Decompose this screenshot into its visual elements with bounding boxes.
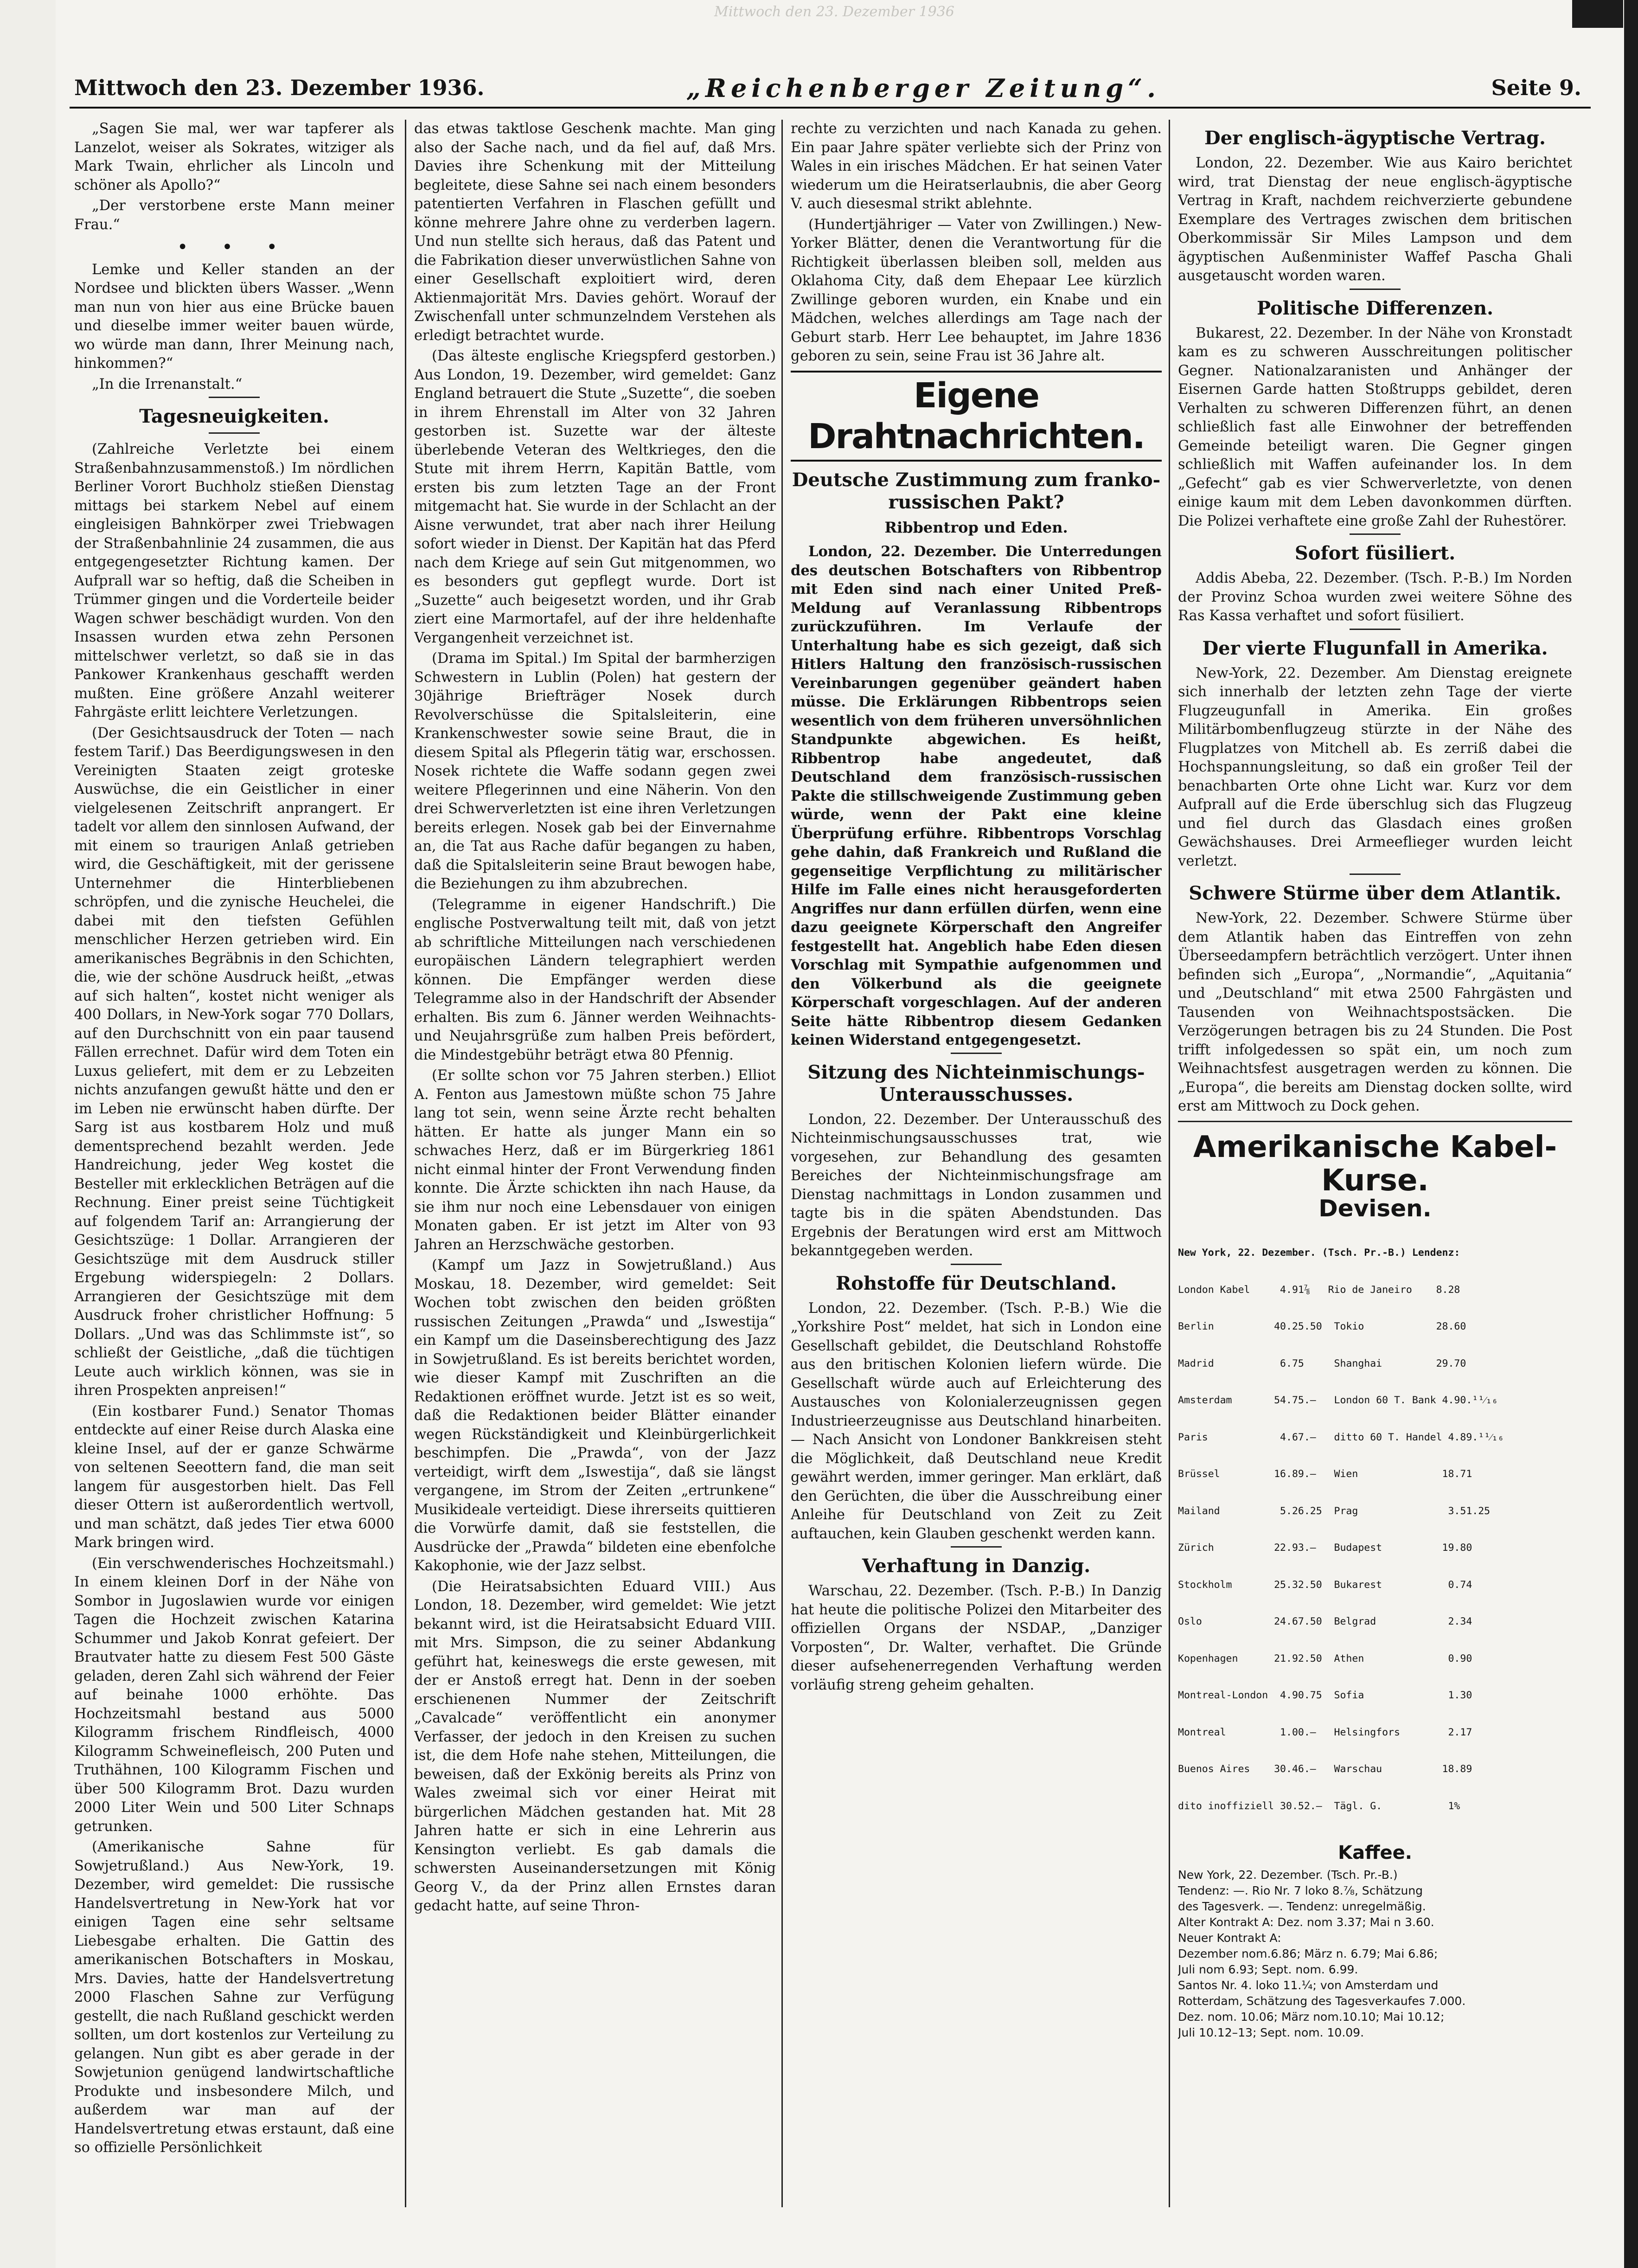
news-item: rechte zu verzichten und nach Kanada zu gehen. Ein paar Jahre später verliebte sich der Prinz von Wales in ein irisches Mädchen. Er hat seinen Vater wiederum um die Heiratserlaubnis, die aber Georg V. auch diesesmal strikt ablehnte. — [791, 121, 1162, 212]
exchange-row: Amsterdam 54.75.— London 60 T. Bank 4.90.¹¹⁄₁₆ — [1178, 1394, 1498, 1406]
issue-date: Mittwoch den 23. Dezember 1936. — [74, 75, 485, 100]
coffee-quotes — [1178, 1867, 1572, 2041]
coffee-line: Juli nom 6.93; Sept. nom. 6.99. — [1178, 1962, 1358, 1976]
section-heading-tagesneuigkeiten: Tagesneuigkeiten. — [139, 405, 329, 427]
exchange-row: Oslo 24.67.50 Belgrad 2.34 — [1178, 1616, 1472, 1627]
headline: Der vierte Flugunfall in Amerika. — [1202, 637, 1548, 659]
column-rule — [405, 120, 406, 2207]
coffee-line: Juli 10.12–13; Sept. nom. 10.09. — [1178, 2025, 1364, 2039]
news-item: (Ein verschwenderisches Hochzeitsmahl.) In einem kleinen Dorf in der Nähe von Sombor in Jugoslawien wurde vor einigen Tagen die Hochzeit zwischen Katarina Schummer und Jakob Konrat gefeiert. Der Brautvater hatte zu diesem Fest 500 Gäste geladen, deren Zahl sich während der Feier auf beinahe 1000 erhöhte. Das Hochzeitsmahl bestand aus 5000 Kilogramm frischem Rindfleisch, 4000 Kilogramm Schweinefleisch, 200 Puten und Truthähnen, 100 Kilogramm Fischen und über 500 Kilogramm Brot. Dazu wurden 2000 Liter Wein und 500 Liter Schnaps getrunken. — [74, 1555, 394, 1835]
news-item: London, 22. Dezember. Die Unterredungen des deutschen Botschafters von Ribbentrop mit Eden sind nach einer United Preß-Meldung auf Veranlassung Ribbentrops zurückzuführen. Im Verlaufe der Unterhaltung habe es sich gezeigt, daß sich Hitlers Haltung den französisch-russischen Vereinbarungen gegenüber geändert haben müsse. Die Erklärungen Ribbentrops seien wesentlich von dem früheren unversöhnlichen Standpunkte abgewichen. Es heißt, Ribbentrop habe angedeutet, daß Deutschland dem französisch-russischen Pakte die stillschweigende Zustimmung geben würde, wenn der Pakt eine kleine Überprüfung erführe. Ribbentrops Vorschlag gehe dahin, daß Frankreich und Rußland die gegenseitige Verpflichtung zu militärischer Hilfe im Falle eines nicht herausgeforderten Angriffes nur dann erfüllen dürfen, wenn eine dazu geeignete Körperschaft den Angreifer festgestellt hat. Angeblich habe Eden diesen Vorschlag mit Sympathie aufgenommen und den Völkerbund als die geeignete Körperschaft vorgeschlagen. Auf der anderen Seite hätte Ribbentrop diesem Gedanken keinen Widerstand entgegengesetzt. — [791, 543, 1162, 1048]
kabel-kurse-heading: Amerikanische Kabel-Kurse. — [1193, 1130, 1557, 1198]
news-item: Bukarest, 22. Dezember. In der Nähe von Kronstadt kam es zu schweren Ausschreitungen politischer Gegner. Nationalzaranisten und Anhänger der Eisernen Garde hatten Stoßtrupps gebildet, deren Verhalten zu schweren Differenzen führt, an denen schließlich fast alle Einwohner der betreffenden Gemeinde beteiligt waren. Die Gegner gingen schließlich mit Waffen aufeinander los. In dem „Gefecht“ gab es vier Schwerverletzte, von denen einige kaum mit dem Leben davonkommen dürften. Die Polizei verhaftete eine große Zahl der Ruhestörer. — [1178, 325, 1572, 529]
paragraph: „Sagen Sie mal, wer war tapferer als Lanzelot, weiser als Sokrates, witziger als Mark Twain, ehrlicher als Lincoln und schöner als Apollo?“ — [74, 121, 394, 193]
divider — [951, 1053, 1002, 1054]
column-1 — [74, 120, 394, 2263]
news-item: (Amerikanische Sahne für Sowjetrußland.) Aus New-York, 19. Dezember, wird gemeldet: Die russische Handelsvertretung in New-York hat vor einigen Tagen eine sehr seltsame Liebesgabe erhalten. Die Gattin des amerikanischen Botschafters in Moskau, Mrs. Davies, hatte der Handelsvertretung 2000 Flaschen Sahne zur Verfügung gestellt, die nach Rußland geschickt werden sollten, um dort kostenlos zur Verteilung zu gelangen. Nun gibt es aber gerade in der Sowjetunion genügend landwirtschaftliche Produkte und insbesondere Milch, und außerdem war man auf der Handelsvertretung etwas erstaunt, daß eine so offizielle Persönlichkeit — [74, 1839, 394, 2156]
headline: Der englisch-ägyptische Vertrag. — [1204, 127, 1546, 149]
exchange-row: Kopenhagen 21.92.50 Athen 0.90 — [1178, 1652, 1472, 1664]
bleed-through-text: Mittwoch den 23. Dezember 1936 — [714, 4, 954, 20]
exchange-row: Stockholm 25.32.50 Bukarest 0.74 — [1178, 1579, 1472, 1591]
headline: Sitzung des Nichteinmischungs-Unterausschusses. — [807, 1061, 1145, 1105]
news-item: (Drama im Spital.) Im Spital der barmherzigen Schwestern in Lublin (Polen) hat gestern der 30jährige Briefträger Nosek durch Revolverschüsse die Spitalsleiterin, eine Krankenschwester sowie seine Braut, die in diesem Spital als Pflegerin tätig war, erschossen. Nosek richtete die Waffe sodann gegen zwei weitere Pflegerinnen und eine Näherin. Von den drei Schwerverletzten ist eine ihren Verletzungen bereits erlegen. Nosek gab bei der Einvernahme an, die Tat aus Rache dafür begangen zu haben, daß die Spitalsleiterin seine Braut bewogen habe, die Beziehungen zu ihm abzubrechen. — [414, 650, 776, 892]
scan-corner — [1572, 0, 1623, 28]
news-item: (Das älteste englische Kriegspferd gestorben.) Aus London, 19. Dezember, wird gemeldet: Ganz England betrauert die Stute „Suzette“, die soeben in ihrem Ehrenstall im Alter von 32 Jahren gestorben ist. Suzette war der älteste überlebende Veteran des Weltkrieges, den die Stute mit ihrem Herrn, Kapitän Battle, vom ersten bis zum letzten Tage an der Front mitgemacht hat. Sie wurde in der Schlacht an der Aisne verwundet, trat aber nach ihrer Heilung sofort wieder in Dienst. Der Kapitän hat das Pferd nach dem Kriege auf sein Gut mitgenommen, wo es besonders gut gepflegt wurde. Dort ist „Suzette“ auch beigesetzt worden, und ihr Grab ziert eine Marmortafel, auf der ihre heldenhafte Vergangenheit verzeichnet ist. — [414, 348, 776, 646]
coffee-line: Dezember nom.6.86; März n. 6.79; Mai 6.86; — [1178, 1947, 1438, 1960]
coffee-line: Dez. nom. 10.06; März nom.10.10; Mai 10.12; — [1178, 2010, 1445, 2024]
coffee-line: des Tagesverk. —. Tendenz: unregelmäßig. — [1178, 1899, 1426, 1913]
exchange-row: dito inoffiziell 30.52.— Tägl. G. 1% — [1178, 1800, 1460, 1812]
news-item: (Kampf um Jazz in Sowjetrußland.) Aus Moskau, 18. Dezember, wird gemeldet: Seit Wochen tobt zwischen den beiden größten russischen Zeitungen „Prawda“ und „Iswestija“ ein Kampf um die Daseinsberechtigung des Jazz in Sowjetrußland. Es ist bereits berichtet worden, wie dieser Kampf mit Zuschriften an die Redaktionen eröffnet wurde. Jetzt ist es so weit, daß die Redaktionen beider Blätter einander wegen Rückständigkeit und Kleinbürgerlichkeit beschimpfen. Die „Prawda“, von der Jazz verteidigt, wirft dem „Iswestija“, daß sie längst vergangene, im Strom der Zeiten „ertrunkene“ Musikideale verteidigt. Diese ihrerseits quittieren die Vorwürfe damit, daß sie feststellen, die Ausdrücke der „Prawda“ bildeten eine ebenfolche Kakophonie, wie der Jazz selbst. — [414, 1257, 776, 1574]
divider — [1178, 1121, 1572, 1122]
scan-margin-left — [0, 0, 56, 2268]
kaffee-heading: Kaffee. — [1338, 1842, 1412, 1863]
divider — [209, 432, 260, 434]
coffee-line: Neuer Kontrakt A: — [1178, 1931, 1281, 1945]
headline: Verhaftung in Danzig. — [862, 1555, 1091, 1577]
divider — [951, 1264, 1002, 1265]
news-item: (Zahlreiche Verletzte bei einem Straßenbahnzusammenstoß.) Im nördlichen Berliner Vorort Buchholz stießen Dienstag mittags bei starkem Nebel auf einem eingleisigen Bahnkörper zwei Triebwagen der Straßenbahnlinie 24 zusammen, die aus entgegengesetzter Richtung kamen. Der Aufprall war so heftig, daß die Scheiben in Trümmer gingen und die Vorderteile beider Wagen schwer beschädigt wurden. Von den Insassen wurden etwa zehn Personen mittelschwer verletzt, so daß sie in das Pankower Krankenhaus geschafft werden mußten. Eine größere Anzahl weiterer Fahrgäste erlitt leichtere Verletzungen. — [74, 441, 394, 720]
coffee-line: Tendenz: —. Rio Nr. 7 loko 8.⅞, Schätzung — [1178, 1883, 1423, 1897]
coffee-line: Santos Nr. 4. loko 11.¼; von Amsterdam und — [1178, 1978, 1439, 1992]
paragraph: „Der verstorbene erste Mann meiner Frau.“ — [74, 198, 394, 233]
newspaper-title: „Reichenberger Zeitung“. — [686, 73, 1160, 103]
coffee-line: Alter Kontrakt A: Dez. nom 3.37; Mai n 3.60. — [1178, 1915, 1434, 1929]
exchange-row: Berlin 40.25.50 Tokio 28.60 — [1178, 1321, 1466, 1332]
coffee-line: Rotterdam, Schätzung des Tagesverkaufes 7.000. — [1178, 1994, 1466, 2008]
news-item: (Der Gesichtsausdruck der Toten — nach festem Tarif.) Das Beerdigungswesen in den Vereinigten Staaten zeigt groteske Auswüchse, die ein Geistlicher in einer vielgelesenen Zeitschrift anprangert. Er tadelt vor allem den sinnlosen Aufwand, der mit einem so traurigen Anlaß getrieben wird, die Geschäftigkeit, mit der gerissene Unternehmer die Hinterbliebenen schröpfen, und die zynische Heuchelei, die dabei mit den tiefsten Gefühlen menschlicher Herzen getrieben wird. Ein amerikanisches Begräbnis in den Schichten, die, wie der schöne Ausdruck heißt, „etwas auf sich halten“, kostet nicht weniger als 400 Dollars, in New-York sogar 770 Dollars, auf den Durchschnitt von ein paar tausend Fällen errechnet. Dafür wird dem Toten ein Luxus geliefert, mit dem er zu Lebzeiten nichts anzufangen gewußt hätte und den er im Leben nie erwünscht haben dürfte. Der Sarg ist aus kostbarem Holz und muß dementsprechend bezahlt werden. Jede Handreichung, jeder Weg kostet die Besteller mit erklecklichen Beträgen auf die Rechnung. Einer preist seine Tüchtigkeit auf folgendem Tarif an: Arrangierung der Gesichtszüge: 1 Dollar. Arrangieren der Gesichtszüge mit dem Ausdruck stiller Ergebung widerspiegeln: 2 Dollars. Arrangieren der Gesichtszüge mit dem Ausdruck froher christlicher Hoffnung: 5 Dollars. „Und was das Schlimmste ist“, so schließt der Geistliche, „daß die tüchtigen Leute auch wirklich können, was sie in ihren Prospekten anpreisen!“ — [74, 725, 394, 1399]
exchange-row: Buenos Aires 30.46.— Warschau 18.89 — [1178, 1763, 1472, 1775]
news-item: New-York, 22. Dezember. Schwere Stürme über dem Atlantik haben das Eintreffen von zehn Überseedampfern beträchtlich verzögert. Unter ihnen befinden sich „Europa“, „Normandie“, „Aquitania“ und „Deutschland“ mit etwa 2500 Fahrgästen und Tausenden von Weihnachtspostsäcken. Die Verzögerungen betragen bis zu 24 Stunden. Die Post trifft infolgedessen so spät ein, um noch zum Weihnachtsfest ausgetragen werden zu können. Die „Europa“, die bereits am Dienstag docken sollte, wird erst am Mittwoch zu Dock gehen. — [1178, 910, 1572, 1114]
news-item: (Die Heiratsabsichten Eduard VIII.) Aus London, 18. Dezember, wird gemeldet: Wie jetzt bekannt wird, ist die Heiratsabsicht Eduard VIII. mit Mrs. Simpson, die zu seiner Abdankung geführt hat, keineswegs die erste gewesen, mit der er Anstoß erregt hat. Denn in der soeben erschienenen Nummer der Zeitschrift „Cavalcade“ veröffentlicht ein anonymer Verfasser, der jedoch in den Kreisen zu suchen ist, die dem Hofe nahe stehen, Mitteilungen, die beweisen, daß der Exkönig bereits als Prinz von Wales zweimal sich vor einer Heirat mit bürgerlichen Mädchen gestanden hat. Mit 28 Jahren hatte er sich in eine Lehrerin aus Kensington verliebt. Es gab damals die schwersten Auseinandersetzungen mit König Georg V., da der Prinz allen Ernstes daran gedacht hatte, auf seine Thron- — [414, 1578, 776, 1914]
news-item: Addis Abeba, 22. Dezember. (Tsch. P.-B.) Im Norden der Provinz Schoa wurden zwei weitere Söhne des Ras Kassa verhaftet und sofort füsiliert. — [1178, 570, 1572, 624]
headline: Sofort füsiliert. — [1294, 542, 1456, 564]
exchange-row: Paris 4.67.— ditto 60 T. Handel 4.89.¹¹⁄₁₆ — [1178, 1431, 1504, 1443]
divider — [209, 397, 260, 398]
exchange-row: Mailand 5.26.25 Prag 3.51.25 — [1178, 1505, 1491, 1517]
news-item: (Hundertjähriger — Vater von Zwillingen.) New-Yorker Blätter, denen die Verantwortung für die Richtigkeit überlassen bleiben soll, melden aus Oklahoma City, daß dem Ehepaar Lee kürzlich Zwillinge geboren wurden, ein Knabe und ein Mädchen, welches allerdings am Tage nach der Geburt starb. Herr Lee behauptet, im Jahre 1836 geboren zu sein, seine Frau ist 36 Jahre alt. — [791, 216, 1162, 364]
divider — [1350, 533, 1401, 535]
headline: Schwere Stürme über dem Atlantik. — [1189, 882, 1561, 904]
column-4 — [1178, 120, 1572, 2263]
divider — [951, 1546, 1002, 1548]
masthead — [70, 70, 1591, 109]
page-number: Seite 9. — [1491, 75, 1581, 100]
subheadline: Ribbentrop und Eden. — [884, 518, 1068, 536]
paragraph: „In die Irrenanstalt.“ — [92, 376, 243, 392]
paragraph: Lemke und Keller standen an der Nordsee und blickten übers Wasser. „Wenn man nun von hier aus eine Brücke bauen und dieselbe immer weiter bauen würde, wo würde man dann, Ihrer Meinung nach, hinkommen?“ — [74, 261, 394, 372]
headline: Rohstoffe für Deutschland. — [836, 1272, 1117, 1294]
divider — [1350, 289, 1401, 290]
exchange-row: Montreal-London 4.90.75 Sofia 1.30 — [1178, 1690, 1472, 1701]
exchange-row: Montreal 1.00.— Helsingfors 2.17 — [1178, 1726, 1472, 1738]
news-item: (Er sollte schon vor 75 Jahren sterben.) Elliot A. Fenton aus Jamestown müßte schon 75 Jahre lang tot sein, wenn seine Ärzte recht behalten hätten. Er hatte als junger Mann ein so schwaches Herz, daß er im Bürgerkrieg 1861 nicht einmal hinter der Front Verwendung finden konnte. Die Ärzte schickten ihn nach Hause, da sie ihm nur noch eine Lebensdauer von einigen Monaten gaben. Er ist jetzt im Alter von 93 Jahren an Herzschwäche gestorben. — [414, 1067, 776, 1253]
news-item: das etwas taktlose Geschenk machte. Man ging also der Sache nach, und da fiel auf, daß Mrs. Davies ihre Schenkung mit der Mitteilung begleitete, diese Sahne sei nach einem besonders patentierten Verfahren in Flaschen gefüllt und könne mehrere Jahre ohne zu verderben lagern. Und nun stellte sich heraus, daß das Patent und die Fabrikation dieser unverwüstlichen Sahne von einer Gesellschaft exploitiert wird, deren Aktienmajorität Mrs. Davies gehört. Worauf der Zwischenfall unter schmunzelndem Verstehen als erledigt betrachtet wurde. — [414, 121, 776, 344]
column-rule — [781, 120, 783, 2207]
news-item: (Telegramme in eigener Handschrift.) Die englische Postverwaltung teilt mit, daß von jetzt ab schriftliche Mitteilungen nach verschiedenen europäischen Ländern telegraphiert werden können. Die Empfänger werden diese Telegramme also in der Handschrift der Absender erhalten. Bis zum 6. Jänner werden Weihnachts- und Neujahrsgrüße zum halben Preis befördert, die Mindestgebühr beträgt etwa 80 Pfennig. — [414, 896, 776, 1063]
news-item: (Ein kostbarer Fund.) Senator Thomas entdeckte auf einer Reise durch Alaska eine kleine Insel, auf der er ganze Schwärme von seltenen Seeottern fand, die man seit langem für ausgestorben hielt. Das Fell dieser Ottern ist außerordentlich wertvoll, und man schätzt, daß jedes Tier etwa 6000 Mark bringen wird. — [74, 1403, 394, 1551]
news-item: New-York, 22. Dezember. Am Dienstag ereignete sich innerhalb der letzten zehn Tage der vierte Flugzeugunfall in Amerika. Ein großes Militärbombenflugzeug stürzte in der Nähe des Flugplatzes von Mitchell ab. Es zerriß dabei die Hochspannungsleitung, so daß ein großer Teil der benachbarten Orte ohne Licht war. Kurz vor dem Aufprall auf die Erde überschlug sich das Flugzeug und fiel durch das Glasdach eines großen Gewächshauses. Drei Armeeflieger wurden leicht verletzt. — [1178, 665, 1572, 869]
exchange-row: Madrid 6.75 Shanghai 29.70 — [1178, 1357, 1466, 1369]
exchange-row: New York, 22. Dezember. (Tsch. Pr.-B.) Lendenz: — [1178, 1247, 1460, 1259]
news-item: London, 22. Dezember. (Tsch. P.-B.) Wie die „Yorkshire Post“ meldet, hat sich in London eine Gesellschaft gebildet, die Deutschland Rohstoffe aus den britischen Kolonien liefern würde. Die Gesellschaft würde auch auf Erleichterung des Austausches von Kolonialerzeugnissen gegen Industrieerzeugnisse aus Deutschland hinarbeiten. — Nach Ansicht von Londoner Bankkreisen steht die Möglichkeit, daß Deutschland neue Kredit gewährt werden, immer geringer. Man erklärt, daß den Gerüchten, die über die Ausschreibung einer Anleihe für Deutschland von Zeit zu Zeit auftauchen, kein Glauben geschenkt werden kann. — [791, 1300, 1162, 1542]
column-3 — [791, 120, 1162, 2263]
exchange-row: Zürich 22.93.— Budapest 19.80 — [1178, 1542, 1472, 1554]
headline: Deutsche Zustimmung zum franko-russischen Pakt? — [792, 469, 1161, 513]
scan-margin-right — [1624, 0, 1638, 2268]
news-item: London, 22. Dezember. Wie aus Kairo berichtet wird, trat Dienstag der neue englisch-ägyptische Vertrag in Kraft, nachdem reichverzierte gebundene Exemplare des Vertrages zwischen dem britischen Oberkommissär Sir Miles Lampson und dem ägyptischen Außenminister Waffef Pascha Ghali ausgetauscht worden waren. — [1178, 155, 1572, 284]
devisen-heading: Devisen. — [1318, 1195, 1432, 1222]
section-banner-drahtnachrichten: Eigene Drahtnachrichten. — [791, 371, 1162, 462]
news-item: London, 22. Dezember. Der Unterausschuß des Nichteinmischungsausschusses trat, wie vorgesehen, zur Behandlung des gesamten Bereiches der Nichteinmischungsfrage am Dienstag nachmittags in London zusammen und tagte bis in die späten Abendstunden. Das Ergebnis der Beratungen wird erst am Mittwoch bekanntgegeben werden. — [791, 1111, 1162, 1259]
news-item: Warschau, 22. Dezember. (Tsch. P.-B.) In Danzig hat heute die politische Polizei den Mitarbeiter des offiziellen Organs der NSDAP., „Danziger Vorposten“, Dr. Walter, verhaftet. Die Gründe dieser aufsehenerregenden Verhaftung werden vorläufig streng geheim gehalten. — [791, 1583, 1162, 1693]
column-2 — [414, 120, 776, 2263]
exchange-rates-table — [1178, 1222, 1572, 1837]
divider — [1350, 629, 1401, 630]
headline: Politische Differenzen. — [1256, 297, 1494, 319]
column-rule — [1169, 120, 1170, 2207]
exchange-row: London Kabel 4.91⅞ Rio de Janeiro 8.28 — [1178, 1284, 1460, 1296]
separator-dots: • • • — [177, 237, 292, 258]
exchange-row: Brüssel 16.89.— Wien 18.71 — [1178, 1468, 1472, 1480]
divider — [1350, 874, 1401, 875]
coffee-line: New York, 22. Dezember. (Tsch. Pr.-B.) — [1178, 1868, 1398, 1882]
